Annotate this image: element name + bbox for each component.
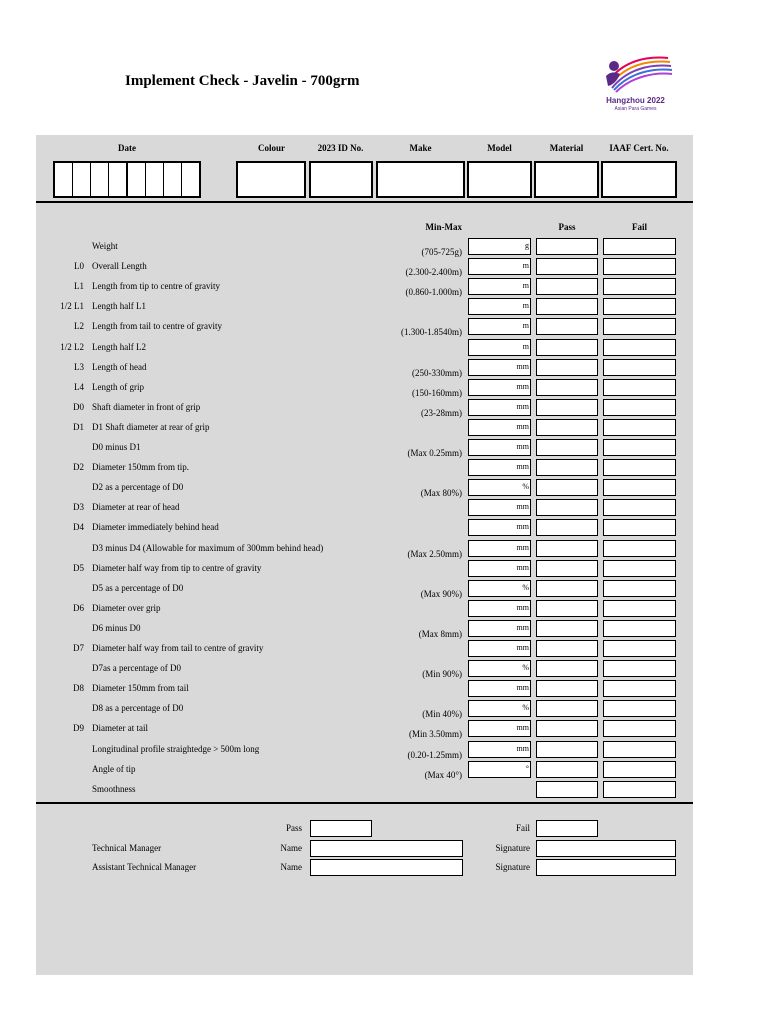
fail-checkbox[interactable] <box>603 560 676 577</box>
check-code: D2 <box>73 462 84 472</box>
check-label: Diameter half way from tip to centre of gravity <box>92 563 262 573</box>
check-code: D8 <box>73 683 84 693</box>
fail-checkbox[interactable] <box>603 258 676 275</box>
measurement-unit: g <box>525 241 529 250</box>
fail-checkbox[interactable] <box>603 278 676 295</box>
pass-checkbox[interactable] <box>536 359 598 376</box>
pass-checkbox[interactable] <box>536 741 598 758</box>
pass-checkbox[interactable] <box>536 660 598 677</box>
check-label: Length from tip to centre of gravity <box>92 281 220 291</box>
check-range: (Max 40°) <box>424 770 462 780</box>
fail-checkbox[interactable] <box>603 580 676 597</box>
measurement-unit: m <box>522 342 529 351</box>
page-title: Implement Check - Javelin - 700grm <box>125 73 360 89</box>
check-code: L0 <box>74 261 84 271</box>
check-label: Angle of tip <box>92 764 136 774</box>
pass-checkbox[interactable] <box>536 560 598 577</box>
col-header-id-no: 2023 ID No. <box>317 143 364 153</box>
pass-checkbox[interactable] <box>536 419 598 436</box>
measurement-unit: mm <box>516 543 529 552</box>
check-label: D7as a percentage of D0 <box>92 663 181 673</box>
check-label: Diameter over grip <box>92 603 161 613</box>
check-label: Diameter half way from tail to centre of gravity <box>92 643 264 653</box>
check-range: (Max 8mm) <box>418 629 462 639</box>
measurement-unit: mm <box>516 462 529 471</box>
technical-manager-label: Technical Manager <box>92 843 162 853</box>
check-range: (Min 3.50mm) <box>409 729 462 739</box>
measurement-unit: mm <box>516 603 529 612</box>
measurement-unit: mm <box>516 382 529 391</box>
check-range: (2.300-2.400m) <box>405 267 462 277</box>
assistant-technical-manager-signature-label: Signature <box>495 862 530 872</box>
check-range: (Min 90%) <box>422 669 462 679</box>
check-range: (0.860-1.000m) <box>405 287 462 297</box>
check-code: D5 <box>73 563 84 573</box>
check-label: D8 as a percentage of D0 <box>92 703 184 713</box>
check-code: D0 <box>73 402 84 412</box>
measurement-unit: % <box>522 703 529 712</box>
pass-checkbox[interactable] <box>536 620 598 637</box>
fail-checkbox[interactable] <box>603 238 676 255</box>
check-range: (705-725g) <box>421 247 462 257</box>
date-digit-box[interactable] <box>146 163 164 196</box>
fail-checkbox[interactable] <box>603 459 676 476</box>
check-code: L2 <box>74 321 84 331</box>
fail-checkbox[interactable] <box>603 700 676 717</box>
model-field[interactable] <box>467 161 532 198</box>
measurement-unit: % <box>522 583 529 592</box>
col-header-model: Model <box>487 143 512 153</box>
pass-checkbox[interactable] <box>536 580 598 597</box>
fail-checkbox[interactable] <box>603 519 676 536</box>
technical-manager-name-field[interactable] <box>310 840 463 857</box>
col-header-colour: Colour <box>258 143 285 153</box>
logo-wordmark: Hangzhou 2022 <box>606 96 665 105</box>
pass-checkbox[interactable] <box>536 258 598 275</box>
fail-checkbox[interactable] <box>603 720 676 737</box>
assistant-technical-manager-name-label: Name <box>280 862 302 872</box>
pass-checkbox[interactable] <box>536 700 598 717</box>
pass-checkbox[interactable] <box>536 499 598 516</box>
check-label: Weight <box>92 241 118 251</box>
col-header-iaaf-cert: IAAF Cert. No. <box>609 143 669 153</box>
fail-checkbox[interactable] <box>603 600 676 617</box>
pass-checkbox[interactable] <box>536 479 598 496</box>
fail-checkbox[interactable] <box>603 741 676 758</box>
date-digit-box[interactable] <box>182 163 199 196</box>
fail-checkbox[interactable] <box>603 298 676 315</box>
fail-checkbox[interactable] <box>603 540 676 557</box>
measurement-unit: ° <box>525 764 529 773</box>
measurement-unit: % <box>522 482 529 491</box>
pass-checkbox[interactable] <box>536 680 598 697</box>
pass-checkbox[interactable] <box>536 720 598 737</box>
check-label: Length half L1 <box>92 301 146 311</box>
check-label: Diameter 150mm from tail <box>92 683 189 693</box>
date-digit-box[interactable] <box>55 163 73 196</box>
technical-manager-signature-field[interactable] <box>536 840 676 857</box>
pass-checkbox[interactable] <box>536 339 598 356</box>
check-range: (Max 0.25mm) <box>407 448 462 458</box>
measurement-unit: m <box>522 321 529 330</box>
pass-checkbox[interactable] <box>536 238 598 255</box>
measurement-unit: mm <box>516 442 529 451</box>
fail-checkbox[interactable] <box>603 439 676 456</box>
check-range: (150-160mm) <box>412 388 462 398</box>
logo-subtitle: Asian Para Games <box>614 106 657 112</box>
fail-header: Fail <box>632 222 647 232</box>
fail-checkbox[interactable] <box>603 359 676 376</box>
measurement-unit: mm <box>516 422 529 431</box>
check-code: D3 <box>73 502 84 512</box>
pass-checkbox[interactable] <box>536 439 598 456</box>
date-digit-box[interactable] <box>73 163 91 196</box>
measurement-unit: m <box>522 281 529 290</box>
pass-checkbox[interactable] <box>536 540 598 557</box>
measurement-unit: mm <box>516 623 529 632</box>
measurement-unit: mm <box>516 502 529 511</box>
check-label: D3 minus D4 (Allowable for maximum of 300mm behind head) <box>92 543 324 553</box>
measurement-unit: m <box>522 301 529 310</box>
check-range: (250-330mm) <box>412 368 462 378</box>
fail-checkbox[interactable] <box>603 318 676 335</box>
check-range: (1.300-1.8540m) <box>401 327 462 337</box>
check-label: D0 minus D1 <box>92 442 141 452</box>
fail-checkbox[interactable] <box>603 419 676 436</box>
check-label: Diameter at tail <box>92 723 148 733</box>
pass-checkbox[interactable] <box>536 459 598 476</box>
pass-checkbox[interactable] <box>536 600 598 617</box>
check-label: Length of head <box>92 362 147 372</box>
fail-checkbox[interactable] <box>603 660 676 677</box>
col-header-make: Make <box>409 143 432 153</box>
col-header-material: Material <box>549 143 584 153</box>
fail-checkbox[interactable] <box>603 761 676 778</box>
games-emblem-icon <box>598 52 673 96</box>
fail-checkbox[interactable] <box>603 620 676 637</box>
measurement-unit: % <box>522 663 529 672</box>
assistant-technical-manager-signature-field[interactable] <box>536 859 676 876</box>
fail-checkbox[interactable] <box>603 640 676 657</box>
fail-checkbox[interactable] <box>603 379 676 396</box>
overall-pass-field[interactable] <box>310 820 372 837</box>
check-label: Diameter at rear of head <box>92 502 180 512</box>
pass-checkbox[interactable] <box>536 781 598 798</box>
measurement-unit: mm <box>516 563 529 572</box>
assistant-technical-manager-name-field[interactable] <box>310 859 463 876</box>
check-label: Overall Length <box>92 261 147 271</box>
check-code: L3 <box>74 362 84 372</box>
check-code: L1 <box>74 281 84 291</box>
check-label: Length half L2 <box>92 342 146 352</box>
min-max-header: Min-Max <box>425 222 462 232</box>
check-range: (Min 40%) <box>422 709 462 719</box>
check-range: (23-28mm) <box>421 408 462 418</box>
iaaf-cert-field[interactable] <box>601 161 677 198</box>
check-label: Length of grip <box>92 382 144 392</box>
check-label: D2 as a percentage of D0 <box>92 482 184 492</box>
check-code: D9 <box>73 723 84 733</box>
fail-checkbox[interactable] <box>603 680 676 697</box>
check-label: D6 minus D0 <box>92 623 141 633</box>
section-divider <box>36 802 693 804</box>
fail-checkbox[interactable] <box>603 339 676 356</box>
measurement-unit: m <box>522 261 529 270</box>
check-code: D6 <box>73 603 84 613</box>
check-range: (Max 80%) <box>420 488 462 498</box>
measurement-unit: mm <box>516 402 529 411</box>
measurement-unit: mm <box>516 744 529 753</box>
make-field[interactable] <box>376 161 465 198</box>
colour-field[interactable] <box>236 161 306 198</box>
pass-header: Pass <box>558 222 576 232</box>
assistant-technical-manager-label: Assistant Technical Manager <box>92 862 197 872</box>
check-code: D7 <box>73 643 84 653</box>
date-digit-box[interactable] <box>164 163 182 196</box>
pass-checkbox[interactable] <box>536 640 598 657</box>
measurement-unit: mm <box>516 643 529 652</box>
check-label: Shaft diameter in front of grip <box>92 402 201 412</box>
date-digit-box[interactable] <box>91 163 109 196</box>
section-divider <box>36 201 693 203</box>
overall-pass-label: Pass <box>285 823 302 833</box>
technical-manager-name-label: Name <box>280 843 302 853</box>
pass-checkbox[interactable] <box>536 379 598 396</box>
check-label: Length from tail to centre of gravity <box>92 321 222 331</box>
hangzhou-2022-logo <box>598 52 673 114</box>
overall-fail-label: Fail <box>515 823 530 833</box>
date-digit-box[interactable] <box>128 163 146 196</box>
fail-checkbox[interactable] <box>603 499 676 516</box>
check-label: D1 Shaft diameter at rear of grip <box>92 422 210 432</box>
check-range: (0.20-1.25mm) <box>407 750 462 760</box>
check-code: D4 <box>73 522 84 532</box>
pass-checkbox[interactable] <box>536 519 598 536</box>
measurement-unit: mm <box>516 723 529 732</box>
check-label: Diameter immediately behind head <box>92 522 219 532</box>
measurement-unit: mm <box>516 522 529 531</box>
pass-checkbox[interactable] <box>536 399 598 416</box>
pass-checkbox[interactable] <box>536 761 598 778</box>
check-range: (Max 90%) <box>420 589 462 599</box>
measurement-unit: mm <box>516 683 529 692</box>
overall-fail-field[interactable] <box>536 820 598 837</box>
fail-checkbox[interactable] <box>603 399 676 416</box>
material-field[interactable] <box>534 161 599 198</box>
id-no-field[interactable] <box>309 161 373 198</box>
date-field[interactable] <box>53 161 201 198</box>
col-header-date: Date <box>118 143 136 153</box>
check-label: Smoothness <box>92 784 136 794</box>
check-label: Diameter 150mm from tip. <box>92 462 189 472</box>
date-digit-box[interactable] <box>109 163 128 196</box>
pass-checkbox[interactable] <box>536 318 598 335</box>
fail-checkbox[interactable] <box>603 479 676 496</box>
check-range: (Max 2.50mm) <box>407 549 462 559</box>
pass-checkbox[interactable] <box>536 298 598 315</box>
technical-manager-signature-label: Signature <box>495 843 530 853</box>
fail-checkbox[interactable] <box>603 781 676 798</box>
pass-checkbox[interactable] <box>536 278 598 295</box>
check-label: Longitudinal profile straightedge > 500m long <box>92 744 260 754</box>
check-code: D1 <box>73 422 84 432</box>
check-code: 1/2 L2 <box>60 342 84 352</box>
check-code: 1/2 L1 <box>60 301 84 311</box>
check-code: L4 <box>74 382 84 392</box>
measurement-unit: mm <box>516 362 529 371</box>
check-label: D5 as a percentage of D0 <box>92 583 184 593</box>
